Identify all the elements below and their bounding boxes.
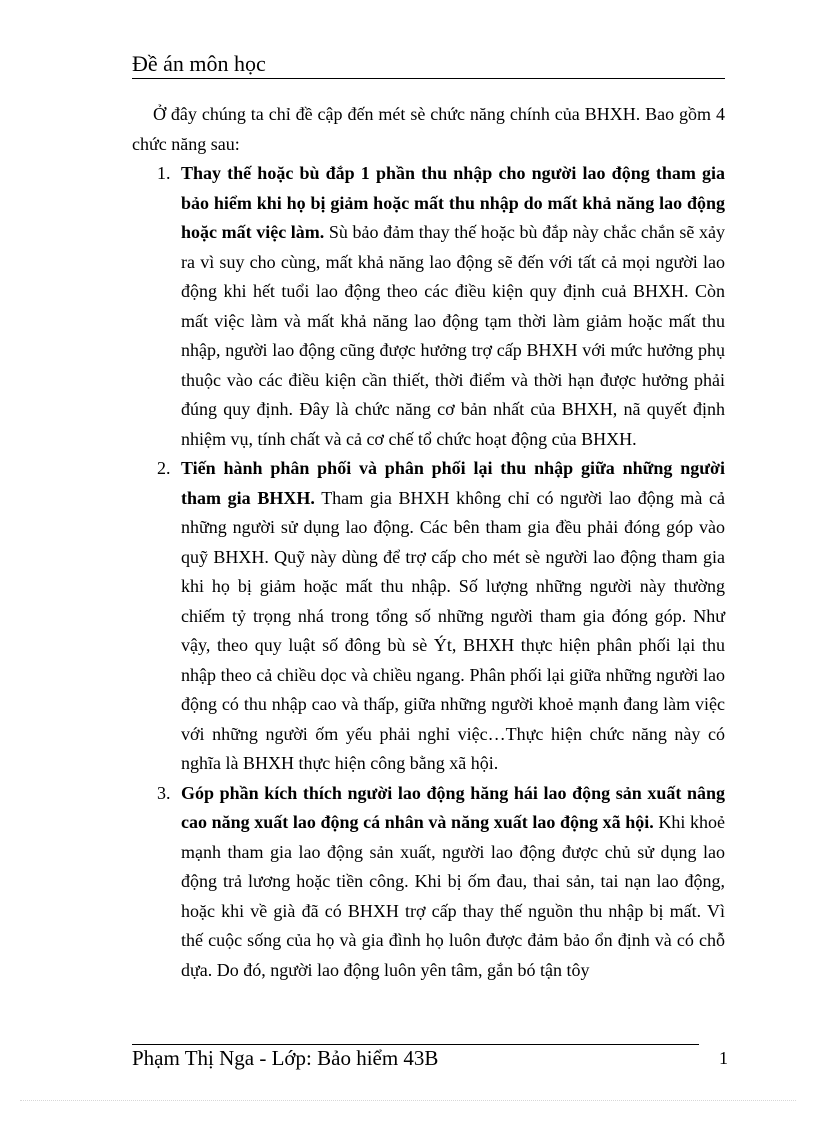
header-divider bbox=[132, 78, 725, 79]
list-item-heading: Góp phần kích thích người lao động hăng hái lao động sản xuất nâng cao năng xuất lao động cá nhân và năng xuất lao động xã hội. bbox=[181, 782, 725, 832]
functions-list bbox=[132, 159, 725, 985]
list-item-number: 3. bbox=[157, 782, 171, 803]
intro-paragraph: Ở đây chúng ta chỉ đề cập đến mét sè chức năng chính của BHXH. Bao gồm 4 chức năng sau: bbox=[132, 104, 725, 154]
document-body bbox=[132, 100, 725, 985]
list-item bbox=[132, 454, 725, 779]
list-item-number: 2. bbox=[157, 458, 171, 478]
footer-author: Phạm Thị Nga - Lớp: Bảo hiểm 43B bbox=[132, 1046, 439, 1070]
page-number: 1 bbox=[719, 1048, 728, 1068]
list-item bbox=[132, 779, 725, 986]
list-item-body: Sù bảo đảm thay thế hoặc bù đắp này chắc chắn sẽ xảy ra vì suy cho cùng, mất khả năng lao động sẽ đến với tất cả mọi người lao động khi hết tuổi lao động theo các điều kiện quy định cuả BHXH. Còn mất việc làm và mất khả năng lao động tạm thời làm giảm hoặc mất thu nhập, người lao động cũng được hưởng trợ cấp BHXH với mức hưởng phụ thuộc vào các điều kiện cần thiết, thời điểm và thời hạn được hưởng phải đúng quy định. Đây là chức năng cơ bản nhất của BHXH, nã quyết định nhiệm vụ, tính chất và cả cơ chế tổ chức hoạt động của BHXH. bbox=[181, 222, 726, 449]
page-header-title: Đề án môn học bbox=[132, 51, 266, 76]
list-item-heading: Thay thế hoặc bù đắp 1 phần thu nhập cho người lao động tham gia bảo hiểm khi họ bị giảm hoặc mất thu nhập do mất khả năng lao động hoặc mất việc làm. bbox=[181, 163, 725, 242]
page-edge-divider bbox=[20, 1100, 796, 1101]
list-item-heading: Tiến hành phân phối và phân phối lại thu nhập giữa những người tham gia BHXH. bbox=[181, 458, 725, 508]
list-item-body: Tham gia BHXH không chỉ có người lao động mà cả những người sử dụng lao động. Các bên tham gia đều phải đóng góp vào quỹ BHXH. Quỹ này dùng để trợ cấp cho mét sè người lao động tham gia khi họ bị giảm hoặc mất thu nhập. Số lượng những người này thường chiếm tỷ trọng nhá trong tổng số những người tham gia đóng góp. Như vậy, theo quy luật số đông bù sè Ýt, BHXH thực hiện phân phối lại thu nhập theo cả chiều dọc và chiều ngang. Phân phối lại giữa những người lao động có thu nhập cao và thấp, giữa những người khoẻ mạnh đang làm việc với những người ốm yếu phải nghỉ việc…Thực hiện chức năng này có nghĩa là BHXH thực hiện công bằng xã hội. bbox=[181, 487, 725, 773]
list-item bbox=[132, 159, 725, 454]
list-item-body: Khi khoẻ mạnh tham gia lao động sản xuất, người lao động được chủ sử dụng lao động trả lương hoặc tiền công. Khi bị ốm đau, thai sản, tai nạn lao động, hoặc khi về già đã có BHXH trợ cấp thay thế nguồn thu nhập bị mất. Vì thế cuộc sống của họ và gia đình họ luôn được đảm bảo ổn định và có chỗ dựa. Do đó, người lao động luôn yên tâm, gắn bó tận tôy bbox=[181, 812, 725, 980]
list-item-number: 1. bbox=[157, 163, 171, 183]
